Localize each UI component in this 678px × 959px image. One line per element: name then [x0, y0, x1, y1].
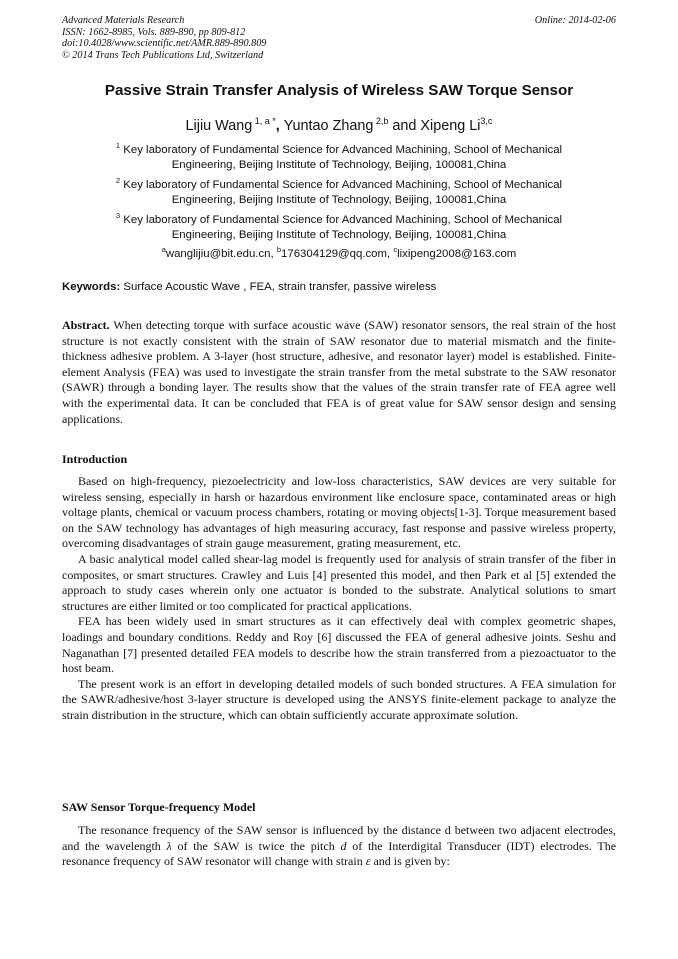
affiliation-line: Key laboratory of Fundamental Science for Advanced Machining, School of Mechanical	[123, 178, 563, 191]
d-symbol: d	[340, 838, 347, 853]
affiliation-line: Engineering, Beijing Institute of Technology, Beijing, 100081,China	[171, 159, 507, 172]
saw-model-body	[62, 823, 616, 870]
online-date: Online: 2014-02-06	[534, 15, 616, 26]
affiliation-number: 2	[115, 176, 121, 185]
author-name: Xipeng Li	[420, 117, 481, 134]
paper-title: Passive Strain Transfer Analysis of Wireless SAW Torque Sensor	[104, 82, 574, 99]
issn: ISSN: 1662-8985, Vols. 889-890, pp 809-812	[62, 26, 246, 38]
section-heading: SAW Sensor Torque-frequency Model	[62, 800, 256, 814]
author-sup: 3,c	[480, 116, 493, 126]
affiliation-number: 3	[115, 211, 121, 220]
author-separator: ,	[275, 117, 284, 134]
affiliation	[62, 208, 616, 244]
affiliation	[62, 138, 616, 174]
paragraph: The present work is an effort in developing detailed models of such bonded structures. A FEA simulation for the SAWR/adhesive/host 3-layer structure is developed using the ANSYS finite-element package to analyze the strain distribution in the structure, which can obtain sufficiently accurate approximate solution.	[62, 676, 616, 722]
keywords	[62, 281, 616, 293]
email-sup: c	[393, 245, 398, 254]
keywords-text: Surface Acoustic Wave , FEA, strain transfer, passive wireless	[123, 281, 437, 293]
email-a[interactable]: wanglijiu@bit.edu.cn	[165, 247, 271, 260]
affiliation	[62, 173, 616, 209]
journal-name: Advanced Materials Research	[62, 15, 185, 26]
email-sup: b	[276, 245, 282, 254]
lambda-symbol: λ	[166, 838, 172, 853]
email-sup: a	[161, 245, 166, 254]
doi: doi:10.4028/www.scientific.net/AMR.889-890.809	[62, 38, 267, 50]
affiliation-line: Key laboratory of Fundamental Science for Advanced Machining, School of Mechanical	[123, 143, 563, 156]
abstract	[62, 318, 616, 427]
affiliation-line: Engineering, Beijing Institute of Technology, Beijing, 100081,China	[171, 229, 507, 242]
author-sup: 2,b	[375, 116, 389, 126]
paragraph: Based on high-frequency, piezoelectricity and low-loss characteristics, SAW devices are very suitable for wireless sensing, especially in harsh or hazardous environment like enclosure space, contaminated areas or high voltage plants, chemical or vacuum process chambers, rotating or moving objects[1-3]. Torque measurement based on the SAW technology has advantages of high measuring accuracy, fast response and passive wireless property, overcoming disadvantages of strain gauge measurement, grating measurement, etc.	[62, 474, 616, 551]
abstract-label: Abstract.	[62, 318, 110, 332]
author-emails: $^a$wanglijiu@bit.edu.cn, $^b$176304129@qq.com, $^c$lixipeng2008@163.com	[161, 245, 517, 260]
journal-header	[62, 15, 616, 61]
introduction-heading: Introduction	[62, 452, 128, 466]
copyright: © 2014 Trans Tech Publications Ltd, Switzerland	[62, 49, 264, 61]
author-name: Yuntao Zhang	[283, 117, 374, 134]
text-run: and is given by:	[373, 854, 450, 869]
introduction-body	[62, 474, 616, 724]
author-sup: 1, a *	[254, 116, 276, 126]
text-run: The resonance frequency of the SAW sensor is influenced by the distance d between two adjacent electrodes, and the wavelength	[62, 823, 616, 853]
abstract-text: When detecting torque with surface acoustic wave (SAW) resonator sensors, the real strain of the host structure is not exactly consistent with the strain of SAW resonator due to material mismatch and the finite-thickness adhesive problem. A 3-layer (host structure, adhesive, and resonator layer) model is established. Finite-element Analysis (FEA) was used to investigate the strain transfer from the metal substrate to the SAW resonator (SAWR) through a bonding layer. The results show that the values of the strain transfer rate of FEA agree well with the experimental data. It can be concluded that FEA is of great value for SAW sensor design and sensing applications.	[62, 318, 616, 426]
author-name: Lijiu Wang	[185, 117, 253, 134]
keywords-label: Keywords:	[62, 281, 121, 293]
affiliation-line: Key laboratory of Fundamental Science for Advanced Machining, School of Mechanical	[123, 213, 563, 226]
paragraph: A basic analytical model called shear-lag model is frequently used for analysis of strain transfer of the fiber in composites, or smart structures. Crawley and Luis [4] presented this model, and then Park et al [5] extended the approach to study cases wherein only one actuator is bonded to the substrate. Analytical solutions to smart structures are either limited or too complicated for practical applications.	[62, 551, 616, 613]
email-c[interactable]: lixipeng2008@163.com	[397, 247, 517, 260]
paragraph: FEA has been widely used in smart structures as it can effectively deal with complex geometric shapes, loadings and boundary conditions. Reddy and Roy [6] discussed the FEA of general adhesive joints. Seshu and Naganathan [7] presented detailed FEA models to describe how the strain transferred from a piezoactuator to the host beam.	[62, 614, 616, 676]
affiliation-line: Engineering, Beijing Institute of Technology, Beijing, 100081,China	[171, 194, 507, 207]
affiliation-number: 1	[115, 141, 121, 150]
email-b[interactable]: 176304129@qq.com	[281, 247, 387, 260]
text-run: of the Interdigital Transducer (IDT) electrodes. The resonance frequency of SAW resonator will change with strain	[62, 838, 617, 869]
paragraph	[62, 823, 616, 870]
text-run: of the SAW is twice the pitch	[177, 838, 335, 853]
epsilon-symbol: ε	[365, 854, 371, 869]
author-list	[62, 116, 616, 134]
author-separator: and	[388, 117, 421, 134]
